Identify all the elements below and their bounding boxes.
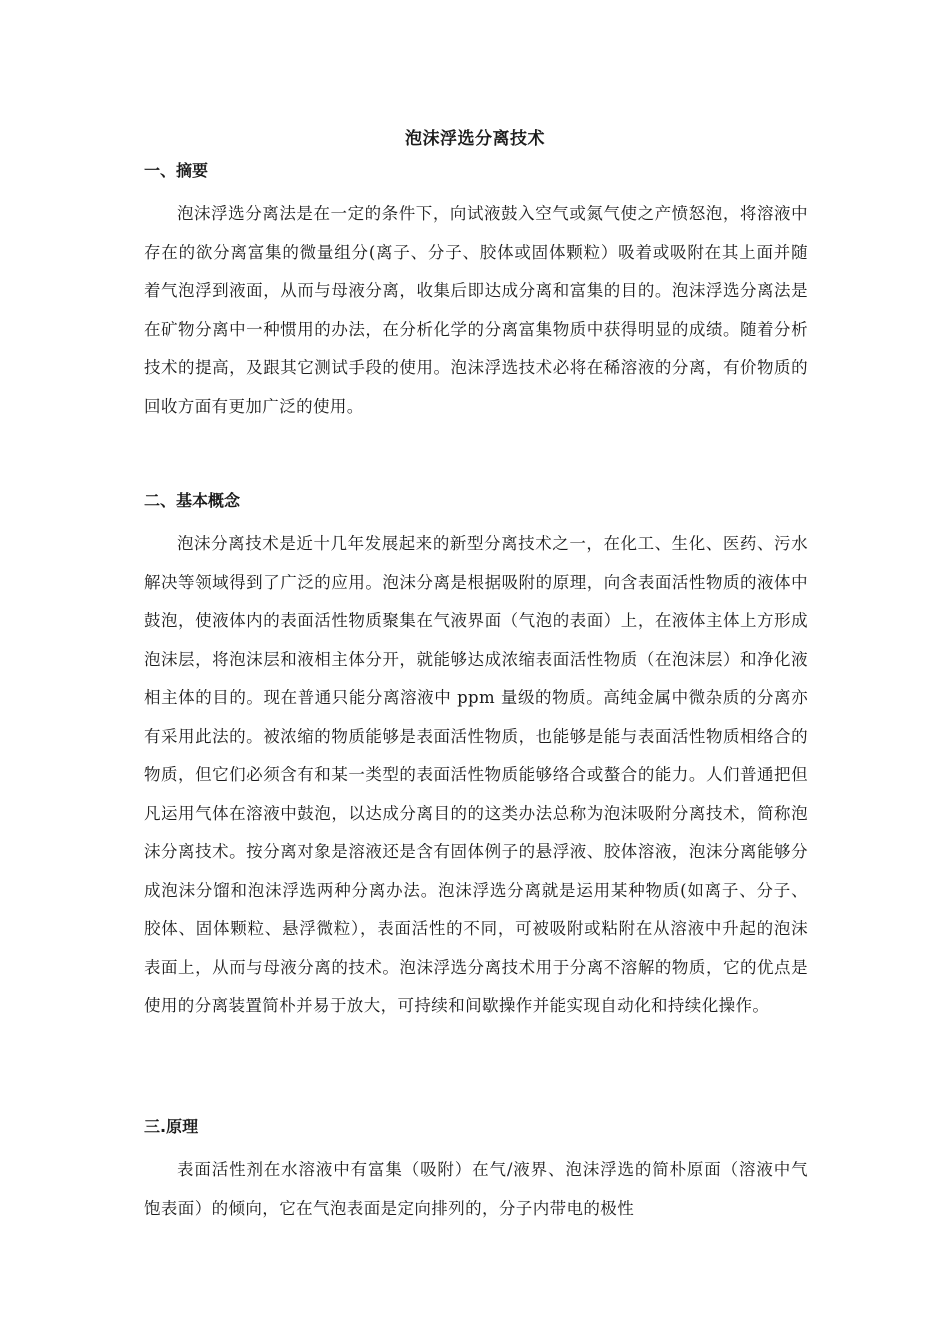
document-title: 泡沫浮选分离技术 bbox=[405, 129, 545, 149]
section-basic-concepts bbox=[144, 489, 808, 1026]
section-body-abstract: 泡沫浮选分离法是在一定的条件下，向试液鼓入空气或氮气使之产愤怒泡，将溶液中存在的欲分离富集的微量组分(离子、分子、胶体或固体颗粒）吸着或吸附在其上面并随着气泡浮到液面，从而与母液分离，收集后即达成分离和富集的目的。泡沫浮选分离法是在矿物分离中一种惯用的办法，在分析化学的分离富集物质中获得明显的成绩。随着分析技术的提高，及跟其它测试手段的使用。泡沫浮选技术必将在稀溶液的分离，有价物质的回收方面有更加广泛的使用。 bbox=[144, 204, 808, 416]
section-heading-principle: 三.原理 bbox=[144, 1117, 199, 1136]
section-heading-basic-concepts: 二、基本概念 bbox=[144, 491, 241, 510]
section-abstract bbox=[144, 159, 808, 426]
section-body-basic-concepts: 泡沫分离技术是近十几年发展起来的新型分离技术之一，在化工、生化、医药、污水解决等领域得到了广泛的应用。泡沫分离是根据吸附的原理，向含表面活性物质的液体中鼓泡，使液体内的表面活性物质聚集在气液界面（气泡的表面）上，在液体主体上方形成泡沫层，将泡沫层和液相主体分开，就能够达成浓缩表面活性物质（在泡沫层）和净化液相主体的目的。现在普通只能分离溶液中 ppm 量级的物质。高纯金属中微杂质的分离亦有采用此法的。被浓缩的物质能够是表面活性物质，也能够是能与表面活性物质相络合的物质，但它们必须含有和某一类型的表面活性物质能够络合或螯合的能力。人们普通把但凡运用气体在溶液中鼓泡，以达成分离目的的这类办法总称为泡沫吸附分离技术，简称泡沫分离技术。按分离对象是溶液还是含有固体例子的悬浮液、胶体溶液，泡沫分离能够分成泡沫分馏和泡沫浮选两种分离办法。泡沫浮选分离就是运用某种物质(如离子、分子、胶体、固体颗粒、悬浮微粒），表面活性的不同，可被吸附或粘附在从溶液中升起的泡沫表面上，从而与母液分离的技术。泡沫浮选分离技术用于分离不溶解的物质，它的优点是使用的分离装置简朴并易于放大，可持续和间歇操作并能实现自动化和持续化操作。 bbox=[144, 534, 808, 1015]
section-principle bbox=[144, 1115, 808, 1228]
section-body-principle: 表面活性剂在水溶液中有富集（吸附）在气/液界、泡沫浮选的简朴原面（溶液中气饱表面）的倾向，它在气泡表面是定向排列的，分子内带电的极性 bbox=[144, 1160, 808, 1218]
section-heading-abstract: 一、摘要 bbox=[144, 161, 209, 180]
